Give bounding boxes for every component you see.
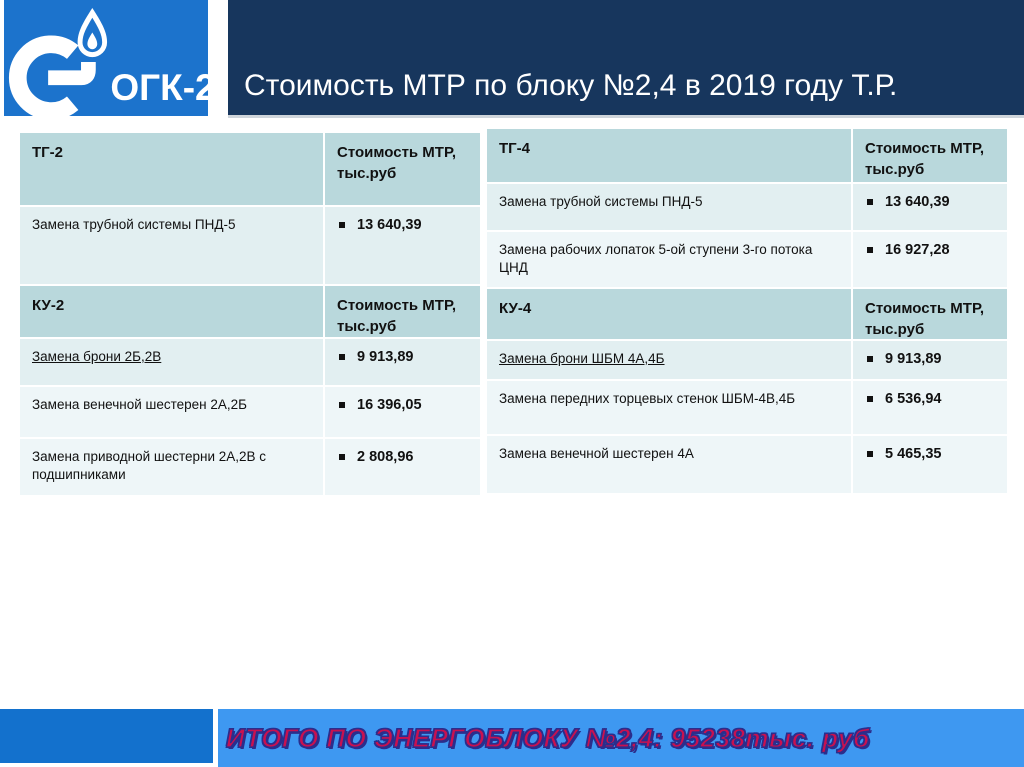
cost-value: 13 640,39 [357, 217, 422, 233]
gazprom-flame-icon [0, 6, 114, 116]
table-left-block2 [20, 133, 480, 495]
row-name: Замена трубной системы ПНД-5 [487, 184, 851, 230]
row-name: Замена рабочих лопаток 5-ой ступени 3-го потока ЦНД [487, 232, 851, 287]
logo [4, 0, 216, 116]
page-title: Стоимость МТР по блоку №2,4 в 2019 году Т.Р. [244, 69, 898, 102]
table-right-block4 [487, 129, 1007, 493]
cost-value: 16 396,05 [357, 397, 422, 413]
row-name: Замена передних торцевых стенок ШБМ-4В,4Б [487, 381, 851, 434]
bullet-square-icon [339, 402, 345, 408]
footer-bar [218, 709, 1024, 767]
row-name: Замена венечной шестерен 4А [487, 436, 851, 493]
logo-text: ОГК-2 [110, 67, 216, 108]
row-value [853, 381, 1007, 434]
column-header-cost: Стоимость МТР, тыс.руб [325, 286, 480, 337]
row-value [853, 436, 1007, 493]
row-value [325, 387, 480, 437]
row-value [853, 232, 1007, 287]
bullet-square-icon [339, 454, 345, 460]
bullet-square-icon [339, 222, 345, 228]
cost-value: 2 808,96 [357, 449, 414, 465]
title-bar [228, 0, 1024, 118]
bullet-square-icon [867, 199, 873, 205]
cost-value: 6 536,94 [885, 391, 942, 407]
row-value [325, 339, 480, 385]
cost-value: 9 913,89 [357, 349, 414, 365]
row-value [853, 184, 1007, 230]
row-name: Замена трубной системы ПНД-5 [20, 207, 323, 284]
bullet-square-icon [867, 356, 873, 362]
section-header-ku4: КУ-4 [487, 289, 851, 339]
cost-value: 5 465,35 [885, 446, 942, 462]
row-name: Замена брони 2Б,2В [20, 339, 323, 385]
row-value [325, 439, 480, 495]
section-header-tg2: ТГ-2 [20, 133, 323, 205]
column-header-cost: Стоимость МТР, тыс.руб [325, 133, 480, 205]
cost-value: 13 640,39 [885, 194, 950, 210]
row-value [325, 207, 480, 284]
cost-value: 9 913,89 [885, 351, 942, 367]
row-value [853, 341, 1007, 379]
footer-accent-block [0, 709, 213, 763]
column-header-cost: Стоимость МТР, тыс.руб [853, 129, 1007, 182]
footer-total: ИТОГО ПО ЭНЕРГОБЛОКУ №2,4: 95238тыс. руб [226, 722, 870, 753]
bullet-square-icon [867, 247, 873, 253]
section-header-tg4: ТГ-4 [487, 129, 851, 182]
section-header-ku2: КУ-2 [20, 286, 323, 337]
row-name: Замена брони ШБМ 4А,4Б [487, 341, 851, 379]
bullet-square-icon [339, 354, 345, 360]
cost-value: 16 927,28 [885, 242, 950, 258]
row-name: Замена венечной шестерен 2А,2Б [20, 387, 323, 437]
bullet-square-icon [867, 396, 873, 402]
column-header-cost: Стоимость МТР, тыс.руб [853, 289, 1007, 339]
row-name: Замена приводной шестерни 2А,2В с подшипниками [20, 439, 323, 495]
logo-inner [0, 6, 216, 116]
bullet-square-icon [867, 451, 873, 457]
